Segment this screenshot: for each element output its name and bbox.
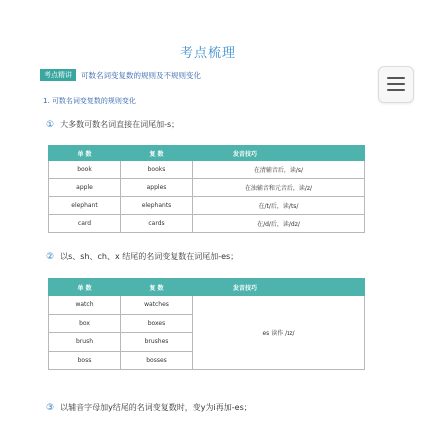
table-row: [49, 179, 365, 197]
subheading: 1. 可数名词变复数的规则变化: [43, 97, 136, 105]
table-row: [49, 197, 365, 215]
rule-2: [46, 251, 238, 262]
plural-cell: apples: [121, 179, 193, 197]
header-singular: 单 数: [49, 279, 121, 296]
singular-cell: box: [49, 314, 121, 333]
plural-cell: elephants: [121, 197, 193, 215]
singular-cell: elephant: [49, 197, 121, 215]
singular-cell: boss: [49, 351, 121, 370]
plural-cell: boxes: [121, 314, 193, 333]
section-badge: 考点精讲: [40, 69, 76, 81]
rule-text: 以辅音字母加y结尾的名词变复数时，变y为i再加-es；: [60, 403, 252, 412]
plural-cell: brushes: [121, 333, 193, 352]
tip-cell: 在/d/后，读/dz/: [193, 215, 365, 233]
header-tip: 发音技巧: [193, 146, 365, 161]
singular-cell: book: [49, 161, 121, 179]
circle-bullet-icon: ①: [46, 119, 55, 130]
tip-cell: 在浊辅音和元音后，读/z/: [193, 179, 365, 197]
header-tip: 发音技巧: [193, 279, 365, 296]
rule-text: 以s、sh、ch、x 结尾的名词变复数在词尾加-es；: [60, 252, 239, 261]
tip-cell: 在清辅音后，读/s/: [193, 161, 365, 179]
plural-cell: bosses: [121, 351, 193, 370]
plural-cell: books: [121, 161, 193, 179]
singular-cell: brush: [49, 333, 121, 352]
section-header: [40, 69, 201, 81]
singular-cell: apple: [49, 179, 121, 197]
header-plural: 复 数: [121, 279, 193, 296]
table-header-row: [49, 279, 365, 296]
tip-cell: es 读作 /ɪz/: [193, 296, 365, 370]
rule-text: 大多数可数名词直接在词尾加-s；: [60, 120, 180, 129]
plural-cell: watches: [121, 296, 193, 315]
plural-s-table: [48, 145, 365, 233]
rule-1: [46, 119, 179, 130]
table-header-row: [49, 146, 365, 161]
header-singular: 单 数: [49, 146, 121, 161]
table-row: [49, 161, 365, 179]
singular-cell: watch: [49, 296, 121, 315]
singular-cell: card: [49, 215, 121, 233]
plural-cell: cards: [121, 215, 193, 233]
rule-3: [46, 402, 252, 413]
header-plural: 复 数: [121, 146, 193, 161]
plural-es-table: [48, 278, 365, 370]
tip-cell: 在/t/后，读/ts/: [193, 197, 365, 215]
table-row: [49, 215, 365, 233]
circle-bullet-icon: ③: [46, 402, 55, 413]
page-title: 考点梳理: [179, 46, 236, 61]
menu-button[interactable]: [378, 66, 414, 103]
table-row: [49, 296, 365, 315]
section-heading: 可数名词变复数的规则及不规则变化: [81, 70, 201, 80]
circle-bullet-icon: ②: [46, 251, 55, 262]
